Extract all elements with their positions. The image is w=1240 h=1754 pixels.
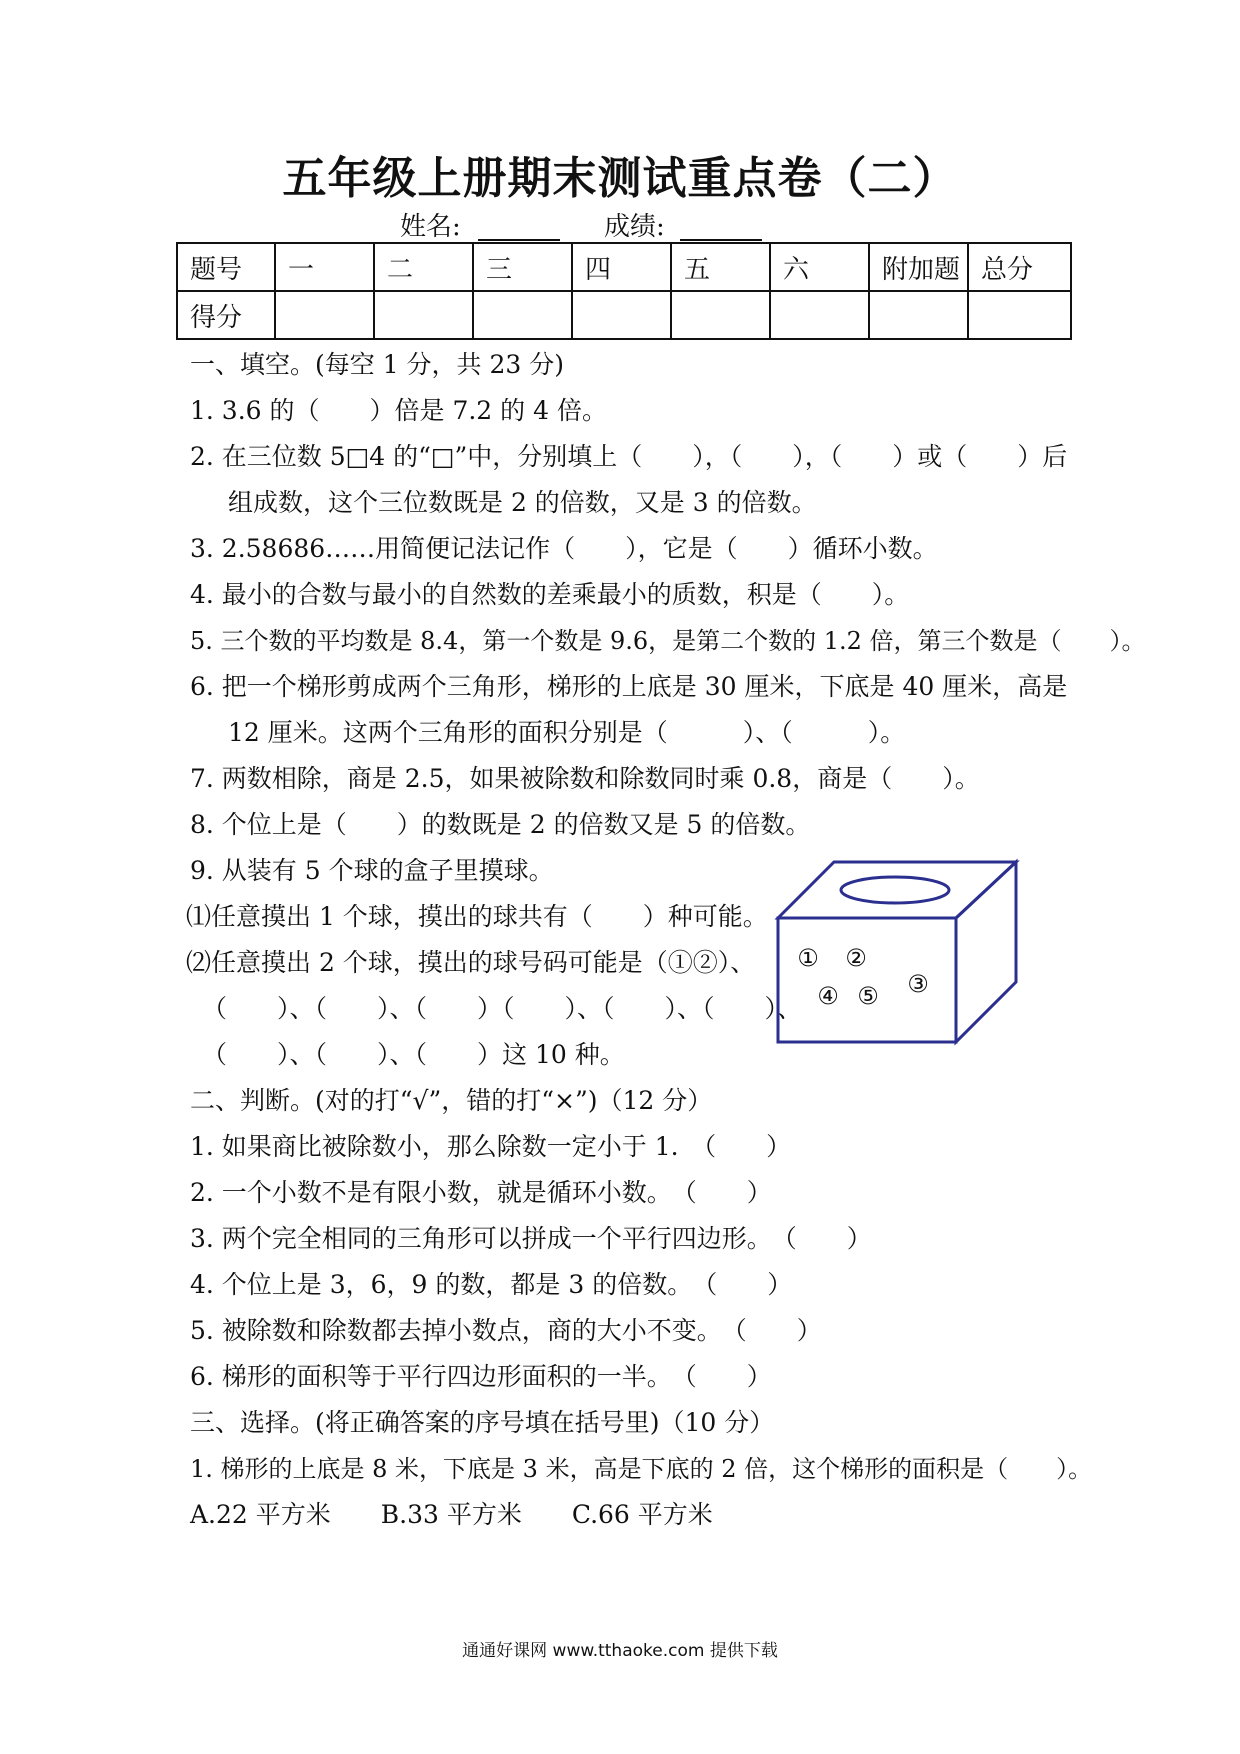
question-3-1-options: A.22 平方米 B.33 平方米 C.66 平方米 (190, 1500, 713, 1529)
question-1-1: 1. 3.6 的（ ）倍是 7.2 的 4 倍。 (190, 396, 607, 425)
score-table (176, 242, 1072, 340)
question-2-1: 1. 如果商比被除数小，那么除数一定小于 1. （ ） (190, 1132, 792, 1161)
question-2-2: 2. 一个小数不是有限小数，就是循环小数。 （ ） (190, 1178, 772, 1207)
header-cell: 四 (572, 243, 671, 291)
score-label: 成绩: (604, 212, 665, 242)
question-1-5: 5. 三个数的平均数是 8.4，第一个数是 9.6，是第二个数的 1.2 倍，第三个数是（ ）。 (190, 627, 1146, 655)
header-cell: 题号 (177, 243, 275, 291)
question-2-4: 4. 个位上是 3，6，9 的数，都是 3 的倍数。 （ ） (190, 1270, 793, 1299)
footer-credit: 通通好课网 www.tthaoke.com 提供下载 (462, 1641, 778, 1661)
question-2-5: 5. 被除数和除数都去掉小数点，商的大小不变。 （ ） (190, 1316, 822, 1345)
score-cell[interactable] (275, 291, 374, 339)
ball-4: ④ (817, 982, 839, 1010)
header-cell: 总分 (968, 243, 1071, 291)
ball-1: ① (797, 944, 819, 972)
score-cell[interactable] (473, 291, 572, 339)
question-1-2-cont: 组成数，这个三位数既是 2 的倍数，又是 3 的倍数。 (228, 488, 817, 517)
section-3-heading: 三、选择。(将正确答案的序号填在括号里)（10 分） (190, 1408, 775, 1437)
question-3-1: 1. 梯形的上底是 8 米，下底是 3 米，高是下底的 2 倍，这个梯形的面积是（ ）。 (190, 1455, 1093, 1483)
header-cell: 二 (374, 243, 473, 291)
question-1-6-cont: 12 厘米。这两个三角形的面积分别是（ ）、（ ）。 (228, 718, 906, 747)
header-cell: 五 (671, 243, 770, 291)
question-1-9-blanks-a: （ ）、（ ）、（ ）（ ）、（ ）、（ ）、 (202, 994, 803, 1023)
ball-box-illustration (772, 858, 1022, 1048)
question-1-9: 9. 从装有 5 个球的盒子里摸球。 (190, 856, 554, 885)
score-table-header-row (177, 243, 1071, 291)
question-1-3: 3. 2.58686……用简便记法记作（ ），它是（ ）循环小数。 (190, 534, 938, 563)
question-1-8: 8. 个位上是（ ）的数既是 2 的倍数又是 5 的倍数。 (190, 810, 811, 839)
question-1-9-part-1: ⑴任意摸出 1 个球，摸出的球共有（ ）种可能。 (186, 902, 768, 931)
score-cell[interactable] (572, 291, 671, 339)
ball-2: ② (845, 944, 867, 972)
box-balls (797, 944, 929, 1010)
score-cell[interactable] (374, 291, 473, 339)
header-cell: 三 (473, 243, 572, 291)
question-1-9-part-2: ⑵任意摸出 2 个球，摸出的球号码可能是（①②）、 (186, 948, 756, 977)
question-1-2: 2. 在三位数 5□4 的“□”中，分别填上（ ），（ ），（ ）或（ ）后 (190, 442, 1068, 471)
score-cell[interactable] (770, 291, 869, 339)
score-table-score-row (177, 291, 1071, 339)
section-2-heading: 二、判断。(对的打“√”，错的打“×”)（12 分） (190, 1086, 713, 1115)
question-1-4: 4. 最小的合数与最小的自然数的差乘最小的质数，积是（ ）。 (190, 580, 910, 609)
question-2-6: 6. 梯形的面积等于平行四边形面积的一半。 （ ） (190, 1362, 772, 1391)
header-cell: 一 (275, 243, 374, 291)
question-1-9-blanks-b: （ ）、（ ）、（ ）这 10 种。 (202, 1040, 625, 1069)
score-cell[interactable] (968, 291, 1071, 339)
name-blank[interactable] (478, 239, 560, 241)
score-cell[interactable] (869, 291, 968, 339)
score-cell[interactable] (671, 291, 770, 339)
header-cell: 附加题 (869, 243, 968, 291)
question-2-3: 3. 两个完全相同的三角形可以拼成一个平行四边形。 （ ） (190, 1224, 872, 1253)
question-1-6: 6. 把一个梯形剪成两个三角形，梯形的上底是 30 厘米，下底是 40 厘米，高是 (190, 672, 1068, 701)
section-1-heading: 一、填空。(每空 1 分，共 23 分) (190, 350, 565, 379)
question-1-7: 7. 两数相除，商是 2.5，如果被除数和除数同时乘 0.8，商是（ ）。 (190, 764, 980, 793)
score-blank[interactable] (680, 239, 762, 241)
ball-3: ③ (907, 970, 929, 998)
page-title: 五年级上册期末测试重点卷（二） (282, 153, 958, 204)
score-row-label: 得分 (177, 291, 275, 339)
ball-5: ⑤ (857, 982, 879, 1010)
name-label: 姓名: (400, 212, 461, 242)
header-cell: 六 (770, 243, 869, 291)
